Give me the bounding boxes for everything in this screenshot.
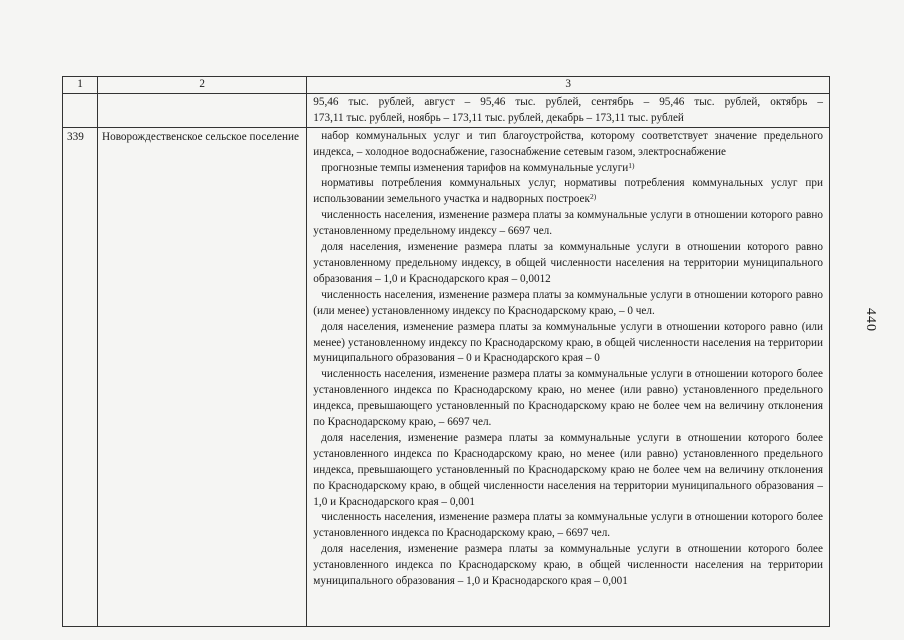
paragraph-2: нормативы потребления коммунальных услуг, нормативы потребления коммунальных услуг при использовании земельного участка и надворных построек$^{2)}$ <box>313 177 823 206</box>
data-table <box>62 76 830 627</box>
header-col-1: 1 <box>63 77 98 94</box>
paragraph-1: прогнозные темпы изменения тарифов на коммунальные услуги$^{1)}$ <box>321 160 635 174</box>
header-col-3: 3 <box>307 77 830 94</box>
continuation-cell <box>307 93 830 127</box>
continuation-row <box>63 93 830 127</box>
row-content-cell <box>307 127 830 626</box>
paragraph-10: доля населения, изменение размера платы за коммунальные услуги в отношении которого более установленного индекса по Краснодарскому краю, в общей численности населения на территории муниципального образования – 1,0 и Краснодарского края – 0,001 <box>313 543 823 588</box>
paragraph-6: доля населения, изменение размера платы за коммунальные услуги в отношении которого равно (или менее) установленному индексу по Краснодарскому краю, в общей численности населения на территории муниципального образования – 0 и Краснодарского края – 0 <box>313 320 823 365</box>
paragraph-5: численность населения, изменение размера платы за коммунальные услуги в отношении которого равно (или менее) установленному индексу по Краснодарскому краю, – 0 чел. <box>313 288 823 317</box>
paragraph-4: доля населения, изменение размера платы за коммунальные услуги в отношении которого равно установленному предельному индексу, в общей численности населения на территории муниципального образования – 1,0 и Краснодарского края – 0,0012 <box>313 241 823 285</box>
settlement-name: Новорождественское сельское поселение <box>98 127 307 626</box>
continuation-line-1: 95,46 тыс. рублей, август – 95,46 тыс. рублей, сентябрь – 95,46 тыс. рублей, октябрь – <box>313 95 823 108</box>
paragraph-0: набор коммунальных услуг и тип благоустройства, которому соответствует значение предельного индекса, – холодное водоснабжение, газоснабжение сетевым газом, электроснабжение <box>313 129 823 158</box>
header-col-2: 2 <box>98 77 307 94</box>
footnote-ref: 2) <box>589 192 597 202</box>
paragraph-3: численность населения, изменение размера платы за коммунальные услуги в отношении которого равно установленному предельному индексу – 6697 чел. <box>313 209 823 238</box>
footnote-ref: 1) <box>628 160 635 170</box>
row-number: 339 <box>63 127 98 626</box>
continuation-line-2: 173,11 тыс. рублей, ноябрь – 173,11 тыс. рублей, декабрь – 173,11 тыс. рублей <box>313 111 684 124</box>
table-header-row <box>63 77 830 94</box>
paragraph-9: численность населения, изменение размера платы за коммунальные услуги в отношении которого более установленного индекса по Краснодарскому краю, – 6697 чел. <box>313 511 823 540</box>
page-number: 440 <box>863 308 878 332</box>
table-row <box>63 127 830 626</box>
paragraph-8: доля населения, изменение размера платы за коммунальные услуги в отношении которого более установленного индекса по Краснодарскому краю, но менее (или равно) установленного предельного индекса, превышающего установленный по Краснодарскому краю не более чем на величину отклонения по Краснодарскому краю, в общей численности населения на территории муниципального образования – 1,0 и Краснодарского края – 0,001 <box>313 431 823 508</box>
paragraph-7: численность населения, изменение размера платы за коммунальные услуги в отношении которого более установленного индекса по Краснодарскому краю, но менее (или равно) установленного предельного индекса, превышающего установленный по Краснодарскому краю не более чем на величину отклонения по Краснодарскому краю, – 6697 чел. <box>313 368 823 429</box>
